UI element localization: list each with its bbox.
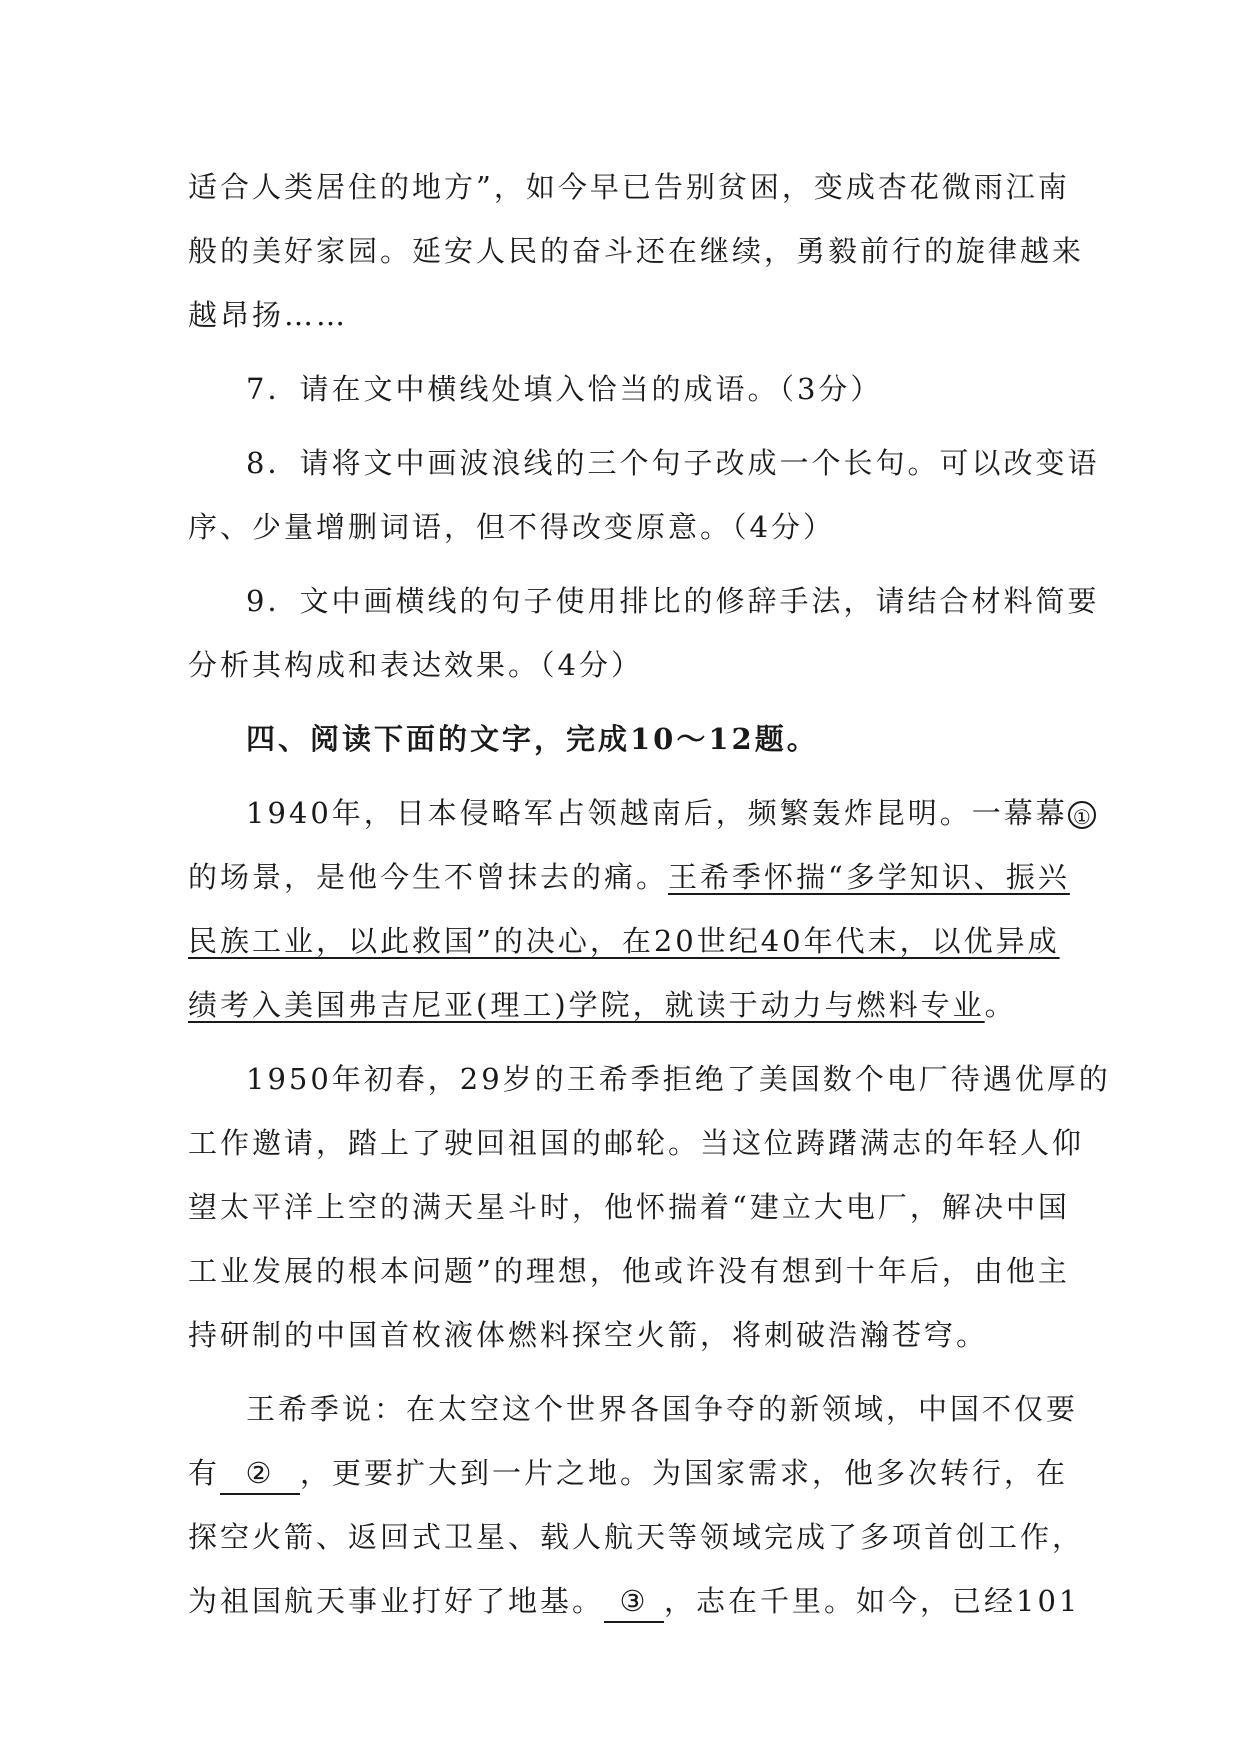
fill-blank-3: ③ [604, 1581, 664, 1623]
underlined-sentence: 王希季怀揣“多学知识、振兴 [668, 860, 1070, 894]
question-8-line: 8．请将文中画波浪线的三个句子改成一个长句。可以改变语 [246, 446, 1100, 480]
underlined-sentence: 民族工业，以此救国”的决心，在20世纪40年代末，以优异成 [188, 924, 1060, 958]
underlined-sentence: 绩考入美国弗吉尼亚(理工)学院，就读于动力与燃料专业 [188, 988, 985, 1022]
passage-line: 般的美好家园。延安人民的奋斗还在继续，勇毅前行的旋律越来 [188, 234, 1085, 268]
passage-line [188, 1569, 1081, 1633]
passage-line [188, 973, 1058, 1037]
passage-text: 为祖国航天事业打好了地基。 [188, 1584, 605, 1618]
passage-text: 有 [188, 1456, 221, 1490]
passage-line: 望太平洋上空的满天星斗时，他怀揣着“建立大电厂，解决中国 [188, 1190, 1070, 1224]
question-8-line: 序、少量增删词语，但不得改变原意。（4分） [188, 510, 835, 544]
blank-marker-1: ① [1068, 801, 1096, 829]
passage-line: 持研制的中国首枚液体燃料探空火箭，将刺破浩瀚苍穹。 [188, 1318, 989, 1352]
passage-line: 工业发展的根本问题”的理想，他或许没有想到十年后，由他主 [188, 1254, 1070, 1288]
passage-line: 适合人类居住的地方”，如今早已告别贫困，变成杏花微雨江南 [188, 170, 1070, 204]
passage-text: 1940年，日本侵略军占领越南后，频繁轰炸昆明。一幕幕 [246, 796, 1068, 830]
passage-text: 的场景，是他今生不曾抹去的痛。 [188, 860, 669, 894]
passage-text: 。 [984, 988, 1017, 1022]
passage-line [188, 909, 1058, 973]
question-7: 7．请在文中横线处填入恰当的成语。（3分） [246, 372, 883, 406]
passage-line [188, 1441, 1069, 1505]
passage-line: 探空火箭、返回式卫星、载人航天等领域完成了多项首创工作， [188, 1520, 1085, 1554]
fill-blank-2: ② [220, 1453, 300, 1495]
section-heading: 四、阅读下面的文字，完成10～12题。 [246, 722, 819, 756]
question-9-line: 9．文中画横线的句子使用排比的修辞手法，请结合材料简要 [246, 584, 1100, 618]
passage-line: 王希季说：在太空这个世界各国争夺的新领域，中国不仅要 [246, 1392, 1079, 1426]
passage-line [188, 781, 1091, 845]
document-page [188, 155, 1111, 1633]
question-9-line: 分析其构成和表达效果。（4分） [188, 648, 643, 682]
passage-line: 越昂扬…… [188, 298, 349, 332]
passage-line [188, 845, 1070, 909]
passage-text: ，更要扩大到一片之地。为国家需求，他多次转行，在 [300, 1456, 1069, 1490]
passage-line: 1950年初春，29岁的王希季拒绝了美国数个电厂待遇优厚的 [246, 1062, 1111, 1096]
passage-line: 工作邀请，踏上了驶回祖国的邮轮。当这位踌躇满志的年轻人仰 [188, 1126, 1085, 1160]
passage-text: ，志在千里。如今，已经101 [664, 1584, 1081, 1618]
